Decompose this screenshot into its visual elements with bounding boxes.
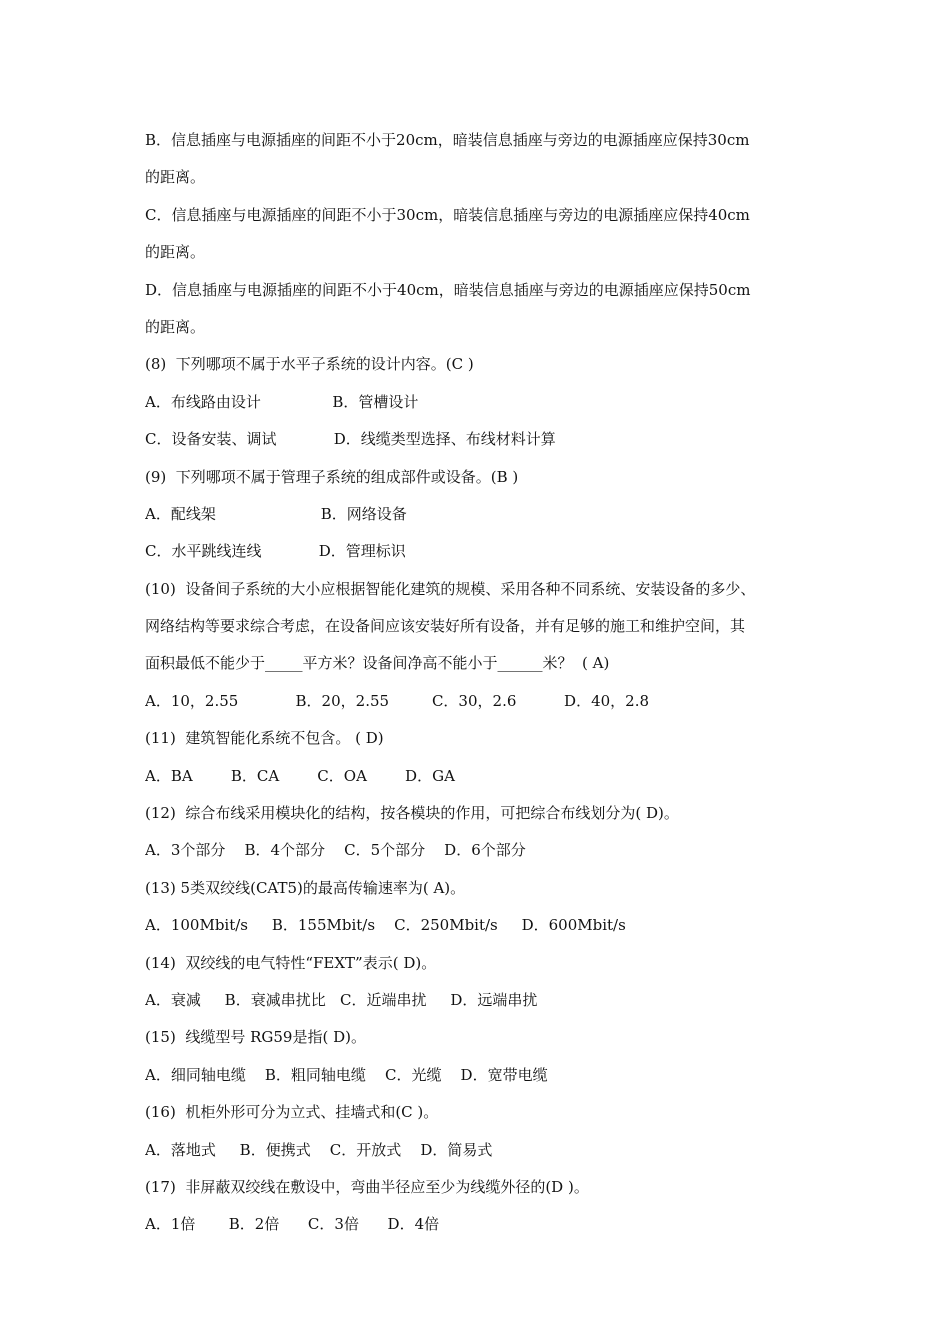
option-c-line-2: 的距离。 bbox=[145, 243, 206, 262]
option-d-line-2: 的距离。 bbox=[145, 317, 206, 336]
question-13: (13) 5类双绞线(CAT5)的最高传输速率为( A)。 bbox=[145, 878, 466, 897]
question-8-options-ab: A．布线路由设计 B．管槽设计 bbox=[145, 392, 419, 411]
question-14: (14) 双绞线的电气特性“FEXT”表示( D)。 bbox=[145, 953, 437, 972]
question-8: (8) 下列哪项不属于水平子系统的设计内容。(C ) bbox=[145, 355, 474, 374]
question-11: (11) 建筑智能化系统不包含。 ( D) bbox=[145, 729, 384, 748]
question-9-options-ab: A．配线架 B．网络设备 bbox=[145, 504, 407, 523]
question-12-options: A．3个部分 B．4个部分 C．5个部分 D．6个部分 bbox=[145, 841, 526, 860]
option-b-line-2: 的距离。 bbox=[145, 168, 206, 187]
question-9-options-cd: C．水平跳线连线 D．管理标识 bbox=[145, 542, 406, 561]
question-8-options-cd: C．设备安装、调试 D．线缆类型选择、布线材料计算 bbox=[145, 430, 556, 449]
question-17-options: A．1倍 B．2倍 C．3倍 D．4倍 bbox=[145, 1215, 440, 1234]
question-13-options: A．100Mbit/s B．155Mbit/s C．250Mbit/s D．600Mbit/s bbox=[145, 916, 626, 935]
question-9: (9) 下列哪项不属于管理子系统的组成部件或设备。(B ) bbox=[145, 467, 519, 486]
question-17: (17) 非屏蔽双绞线在敷设中，弯曲半径应至少为线缆外径的(D )。 bbox=[145, 1177, 589, 1196]
question-15-options: A．细同轴电缆 B．粗同轴电缆 C．光缆 D．宽带电缆 bbox=[145, 1065, 548, 1084]
question-12: (12) 综合布线采用模块化的结构，按各模块的作用，可把综合布线划分为( D)。 bbox=[145, 804, 679, 823]
question-14-options: A．衰减 B．衰减串扰比 C．近端串扰 D．远端串扰 bbox=[145, 990, 538, 1009]
question-10-options: A．10，2.55 B．20，2.55 C．30，2.6 D．40，2.8 bbox=[145, 691, 650, 710]
question-11-options: A．BA B．CA C．OA D．GA bbox=[145, 766, 455, 785]
question-10-line-2: 网络结构等要求综合考虑，在设备间应该安装好所有设备，并有足够的施工和维护空间，其 bbox=[145, 617, 746, 636]
question-15: (15) 线缆型号 RG59是指( D)。 bbox=[145, 1028, 366, 1047]
question-10-line-3: 面积最低不能少于_____平方米？设备间净高不能小于______米？ ( A) bbox=[145, 654, 610, 673]
question-10-line-1: (10) 设备间子系统的大小应根据智能化建筑的规模、采用各种不同系统、安装设备的多少、 bbox=[145, 579, 756, 598]
question-16: (16) 机柜外形可分为立式、挂墙式和(C )。 bbox=[145, 1103, 439, 1122]
document-body bbox=[145, 122, 815, 1244]
option-d-line-1: D．信息插座与电源插座的间距不小于40cm，暗装信息插座与旁边的电源插座应保持50cm bbox=[145, 280, 751, 299]
question-16-options: A．落地式 B．便携式 C．开放式 D．简易式 bbox=[145, 1140, 493, 1159]
option-b-line-1: B．信息插座与电源插座的间距不小于20cm，暗装信息插座与旁边的电源插座应保持30cm bbox=[145, 131, 750, 149]
option-c-line-1: C．信息插座与电源插座的间距不小于30cm，暗装信息插座与旁边的电源插座应保持40cm bbox=[145, 205, 750, 224]
